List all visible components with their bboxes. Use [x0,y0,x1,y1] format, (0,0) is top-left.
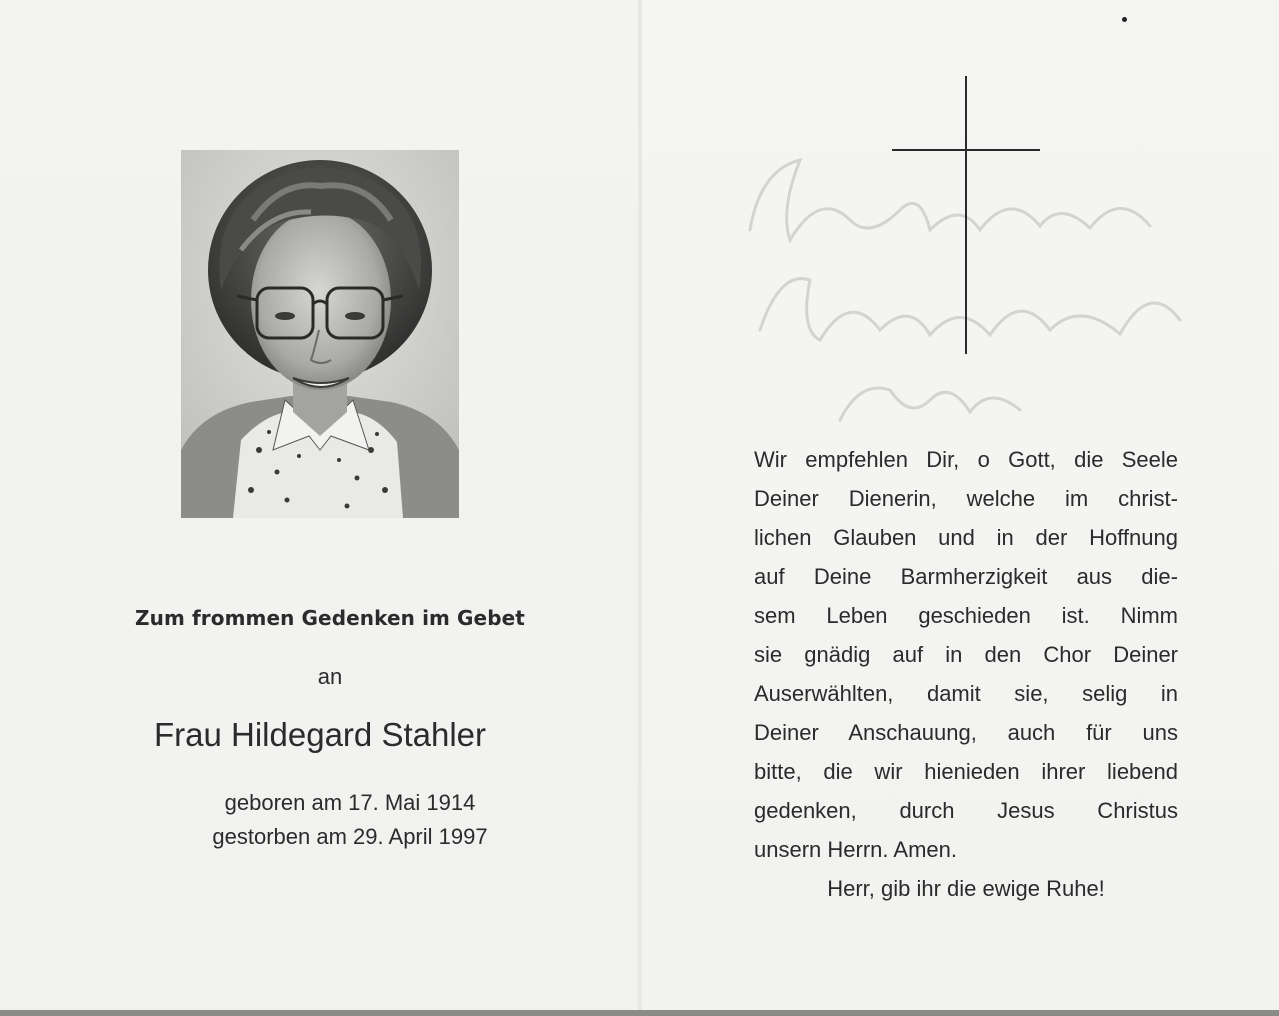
prayer-line: Deiner Dienerin, welche im christ- [754,486,1178,511]
death-date: gestorben am 29. April 1997 [212,824,488,849]
portrait-photo [181,150,459,518]
prayer-line: lichen Glauben und in der Hoffnung [754,525,1178,550]
life-dates [60,786,640,854]
cross-vertical-bar [965,76,967,354]
birth-date: geboren am 17. Mai 1914 [224,790,476,815]
scan-bottom-edge [0,1010,1279,1016]
prayer-text [754,440,1178,869]
prayer-line: unsern Herrn. Amen. [754,837,957,862]
deceased-name: Frau Hildegard Stahler [154,716,486,753]
prayer-line: sem Leben geschieden ist. Nimm [754,603,1178,628]
cross-horizontal-bar [892,149,1040,151]
ink-speck [1122,17,1127,22]
prayer-line: auf Deine Barmherzigkeit aus die- [754,564,1178,589]
prayer-line: Deiner Anschauung, auch für uns [754,720,1178,745]
memorial-heading: Zum frommen Gedenken im Gebet [135,606,525,630]
prayer-line: Wir empfehlen Dir, o Gott, die Seele [754,447,1178,472]
portrait-illustration [181,150,459,518]
closing-blessing: Herr, gib ihr die ewige Ruhe! [827,876,1105,901]
prayer-line: Auserwählten, damit sie, selig in [754,681,1178,706]
prayer-line: gedenken, durch Jesus Christus [754,798,1178,823]
connector-word: an [317,664,343,689]
prayer-line: sie gnädig auf in den Chor Deiner [754,642,1178,667]
prayer-line: bitte, die wir hienieden ihrer liebend [754,759,1178,784]
